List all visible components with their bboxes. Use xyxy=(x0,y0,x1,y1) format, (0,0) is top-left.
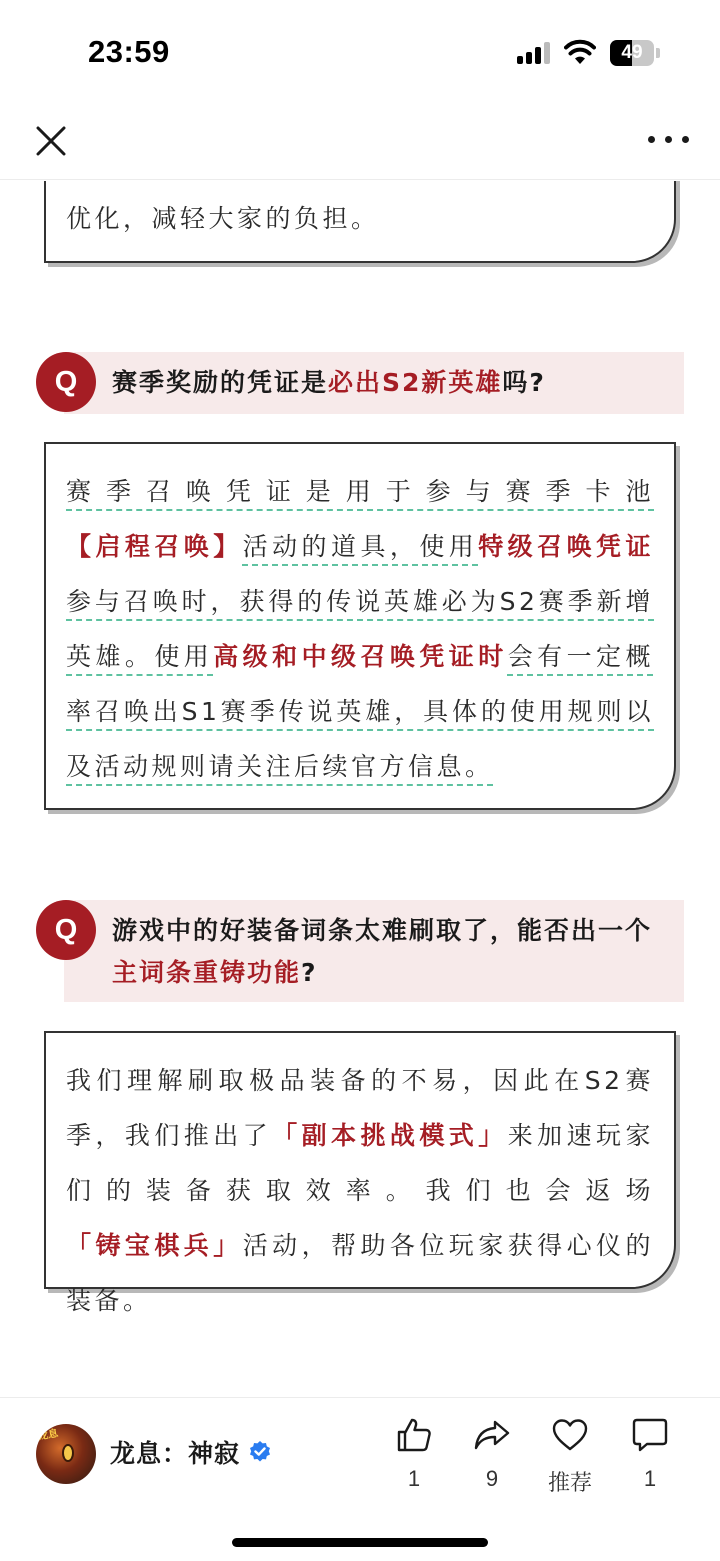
like-count: 1 xyxy=(407,1466,421,1491)
verified-badge-icon xyxy=(248,1440,272,1464)
status-time: 23:59 xyxy=(88,34,170,69)
wifi-icon xyxy=(564,38,596,66)
answer-card xyxy=(44,181,676,263)
comment-button[interactable] xyxy=(620,1416,680,1496)
answer-card xyxy=(44,442,676,810)
answer-highlight: 「副本挑战模式」 xyxy=(272,1121,508,1150)
answer-text: 我们理解刷取极品装备的不易，因此在S2赛季，我们推出了「副本挑战模式」来加速玩家们的装备获取效率。我们也会返场「铸宝棋兵」活动，帮助各位玩家获得心仪的装备。 xyxy=(66,1066,654,1315)
article-content xyxy=(0,181,720,1397)
thumbs-up-icon xyxy=(395,1416,433,1454)
battery-icon xyxy=(610,40,660,66)
question-highlight: 必出S2新英雄 xyxy=(328,368,503,397)
close-icon[interactable] xyxy=(30,120,72,162)
question-badge: Q xyxy=(36,900,96,960)
author-name[interactable]: 龙息：神寂 xyxy=(110,1439,241,1468)
question-text: 游戏中的好装备词条太难刷取了，能否出一个主词条重铸功能? xyxy=(112,916,653,987)
more-options-icon[interactable] xyxy=(648,128,692,152)
answer-text: 优化，减轻大家的负担。 xyxy=(66,204,380,233)
battery-level: 49 xyxy=(621,42,643,63)
question-badge: Q xyxy=(36,352,96,412)
heart-icon xyxy=(551,1416,589,1454)
share-count: 9 xyxy=(485,1466,499,1491)
recommend-button[interactable] xyxy=(540,1416,600,1496)
status-bar xyxy=(0,0,720,100)
avatar[interactable]: 龙息 xyxy=(36,1424,96,1484)
question-highlight: 主词条重铸功能 xyxy=(112,958,302,987)
answer-highlight: 「铸宝棋兵」 xyxy=(66,1231,243,1260)
cellular-signal-icon xyxy=(517,42,553,64)
answer-highlight: 【启程召唤】 xyxy=(66,532,243,561)
comment-count: 1 xyxy=(643,1466,657,1491)
answer-highlight: 高级和中级召唤凭证时 xyxy=(213,642,508,671)
answer-text: 赛季召唤凭证是用于参与赛季卡池【启程召唤】活动的道具，使用特级召唤凭证参与召唤时，获得的传说英雄必为S2赛季新增英雄。使用高级和中级召唤凭证时会有一定概率召唤出S1赛季传说英雄，具体的使用规则以及活动规则请关注后续官方信息。 xyxy=(66,477,654,781)
comment-icon xyxy=(631,1416,669,1454)
share-icon xyxy=(473,1416,511,1454)
home-indicator[interactable] xyxy=(232,1538,488,1547)
like-button[interactable] xyxy=(384,1416,444,1496)
question-block xyxy=(36,352,684,414)
answer-highlight: 特级召唤凭证 xyxy=(478,532,654,561)
question-block xyxy=(36,900,684,1002)
nav-bar xyxy=(0,100,720,180)
bottom-bar xyxy=(0,1397,720,1561)
question-text: 赛季奖励的凭证是必出S2新英雄吗? xyxy=(112,368,546,397)
recommend-label: 推荐 xyxy=(547,1470,592,1495)
answer-card xyxy=(44,1031,676,1315)
share-button[interactable] xyxy=(462,1416,522,1496)
